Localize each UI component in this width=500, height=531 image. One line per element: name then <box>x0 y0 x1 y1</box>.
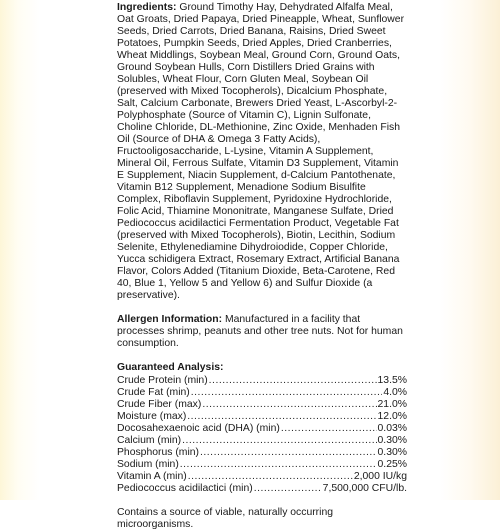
allergen-text: Manufactured in a facility that processes shrimp, peanuts and other tree nuts. Not for human consumption. <box>117 314 403 349</box>
dot-leader <box>254 483 322 495</box>
analysis-row <box>117 483 407 495</box>
dot-leader <box>182 435 376 447</box>
analysis-row <box>117 387 407 399</box>
analysis-nutrient: Moisture (max) <box>117 411 187 422</box>
allergen-section <box>117 314 407 350</box>
analysis-nutrient: Crude Protein (min) <box>117 375 208 386</box>
dot-leader <box>202 399 376 411</box>
analysis-value: 0.30% <box>377 435 407 446</box>
dot-leader <box>191 387 383 399</box>
ingredients-heading: Ingredients: <box>117 2 177 13</box>
analysis-row <box>117 411 407 423</box>
ingredient-label <box>117 2 407 531</box>
analysis-value: 21.0% <box>377 399 407 410</box>
analysis-nutrient: Phosphorus (min) <box>117 447 200 458</box>
guaranteed-analysis-table <box>117 375 407 495</box>
analysis-nutrient: Docosahexaenoic acid (DHA) (min) <box>117 423 280 434</box>
analysis-value: 2,000 IU/kg <box>353 471 407 482</box>
analysis-row <box>117 435 407 447</box>
dot-leader <box>188 471 353 483</box>
analysis-nutrient: Sodium (min) <box>117 459 179 470</box>
guaranteed-analysis-section <box>117 362 407 495</box>
analysis-row <box>117 459 407 471</box>
analysis-row <box>117 375 407 387</box>
ingredients-text: Ground Timothy Hay, Dehydrated Alfalfa Meal, Oat Groats, Dried Papaya, Dried Pineapple, Wheat, Sunflower Seeds, Dried Carrots, Dried Banana, Raisins, Dried Sweet Potatoes, Pumpkin Seeds, Dried Apples, Dried Cranberries, Wheat Middlings, Soybean Meal, Ground Corn, Ground Oats, Ground Soybean Hulls, Corn Distillers Dried Grains with Solubles, Wheat Flour, Corn Gluten Meal, Soybean Oil (preserved with Mixed Tocopherols), Dicalcium Phosphate, Salt, Calcium Carbonate, Brewers Dried Yeast, L-Ascorbyl-2-Polyphosphate (Source of Vitamin C), Lignin Sulfonate, Choline Chloride, DL-Methionine, Zinc Oxide, Menhaden Fish Oil (Source of DHA & Omega 3 Fatty Acids), Fructooligosaccharide, L-Lysine, Vitamin A Supplement, Mineral Oil, Ferrous Sulfate, Vitamin D3 Supplement, Vitamin E Supplement, Niacin Supplement, d-Calcium Pantothenate, Vitamin B12 Supplement, Menadione Sodium Bisulfite Complex, Riboflavin Supplement, Pyridoxine Hydrochloride, Folic Acid, Thiamine Mononitrate, Manganese Sulfate, Dried Pediococcus acidilactici Fermentation Product, Vegetable Fat (preserved with Mixed Tocopherols), Biotin, Lecithin, Sodium Selenite, Ethylenediamine Dihydroiodide, Copper Chloride, Yucca schidigera Extract, Rosemary Extract, Artificial Banana Flavor, Colors Added (Titanium Dioxide, Beta-Carotene, Red 40, Blue 1, Yellow 5 and Yellow 6) and Sulfur Dioxide (a preservative). <box>117 2 405 301</box>
analysis-value: 0.30% <box>377 447 407 458</box>
analysis-row <box>117 423 407 435</box>
analysis-row <box>117 447 407 459</box>
dot-leader <box>281 423 377 435</box>
analysis-value: 13.5% <box>377 375 407 386</box>
guaranteed-analysis-heading: Guaranteed Analysis: <box>117 362 224 373</box>
analysis-nutrient: Pediococcus acidilactici (min) <box>117 483 253 494</box>
analysis-nutrient: Vitamin A (min) <box>117 471 187 482</box>
analysis-value: 0.03% <box>377 423 407 434</box>
analysis-value: 7,500,000 CFU/lb. <box>322 483 407 494</box>
analysis-value: 4.0% <box>383 387 407 398</box>
dot-leader <box>200 447 377 459</box>
analysis-nutrient: Crude Fat (min) <box>117 387 190 398</box>
analysis-value: 0.25% <box>377 459 407 470</box>
analysis-nutrient: Calcium (min) <box>117 435 182 446</box>
dot-leader <box>209 375 377 387</box>
analysis-row <box>117 471 407 483</box>
analysis-value: 12.0% <box>377 411 407 422</box>
ingredients-section <box>117 2 407 302</box>
analysis-row <box>117 399 407 411</box>
allergen-heading: Allergen Information: <box>117 314 223 325</box>
footer-note: Contains a source of viable, naturally occurring microorganisms. <box>117 507 334 530</box>
dot-leader <box>187 411 376 423</box>
analysis-nutrient: Crude Fiber (max) <box>117 399 202 410</box>
dot-leader <box>180 459 377 471</box>
